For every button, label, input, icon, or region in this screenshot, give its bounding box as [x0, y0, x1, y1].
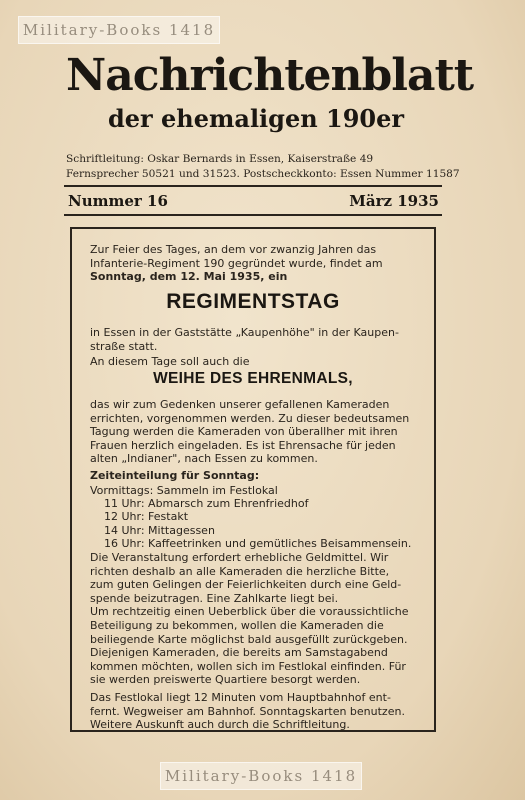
para2-line: spende beizutragen. Eine Zahlkarte liegt bei.: [90, 591, 339, 605]
day-line: An diesem Tage soll auch die: [90, 355, 250, 368]
rule-bottom: [64, 214, 442, 216]
para1-line: das wir zum Gedenken unserer gefallenen Kameraden: [90, 398, 390, 411]
para1-line: Frauen herzlich eingeladen. Es ist Ehrensache für jeden: [90, 438, 396, 452]
location-line-2: straße statt.: [90, 339, 158, 353]
para2-line: zum guten Gelingen der Feierlichkeiten durch eine Geld-: [90, 578, 402, 592]
para2-line: richten deshalb an alle Kameraden die herzliche Bitte,: [90, 564, 390, 578]
para2-line: Die Veranstaltung erfordert erhebliche Geldmittel. Wir: [90, 551, 389, 564]
issue-date: März 1935: [349, 192, 439, 210]
location-text: [90, 326, 430, 353]
editorial-line-1: Schriftleitung: Oskar Bernards in Essen, Kaiserstraße 49: [66, 153, 374, 165]
location-line-1: in Essen in der Gaststätte „Kaupenhöhe" in der Kaupen-: [90, 326, 399, 339]
intro-text: [90, 243, 430, 284]
masthead-title: Nachrichtenblatt: [66, 50, 474, 101]
paragraph-2: [90, 551, 430, 732]
paragraph-1: [90, 398, 430, 466]
schedule-item: 12 Uhr: Festakt: [104, 510, 189, 524]
watermark-top: Military-Books 1418: [18, 16, 220, 44]
para2-line: beiliegende Karte möglichst bald ausgefüllt zurückgeben.: [90, 632, 408, 646]
intro-line-1: Zur Feier des Tages, an dem vor zwanzig Jahren das: [90, 243, 377, 256]
para2-line: kommen möchten, wollen sich im Festlokal einfinden. Für: [90, 659, 406, 673]
schedule-item: 16 Uhr: Kaffeetrinken und gemütliches Beisammensein.: [104, 536, 412, 550]
para2-line: Beteiligung zu bekommen, wollen die Kameraden die: [90, 618, 384, 632]
masthead-subtitle: der ehemaligen 190er: [107, 104, 405, 133]
schedule-list: [90, 484, 430, 550]
editorial-info: [66, 152, 460, 182]
rule-top: [64, 185, 442, 187]
intro-line-2: Infanterie-Regiment 190 gegründet wurde, findet am: [90, 256, 383, 270]
para1-line: Tagung werden die Kameraden von überallher mit ihren: [90, 425, 398, 439]
schedule-title: Zeiteinteilung für Sonntag:: [90, 469, 260, 482]
para2-line: Das Festlokal liegt 12 Minuten vom Hauptbahnhof ent-: [90, 690, 391, 704]
schedule-item: 11 Uhr: Abmarsch zum Ehrenfriedhof: [104, 497, 309, 511]
para1-line: errichten, vorgenommen werden. Zu dieser bedeutsamen: [90, 411, 410, 425]
schedule-item: Vormittags: Sammeln im Festlokal: [90, 484, 278, 497]
para2-line: fernt. Wegweiser am Bahnhof. Sonntagskarten benutzen.: [90, 704, 405, 718]
editorial-line-2: Fernsprecher 50521 und 31523. Postscheckkonto: Essen Nummer 11587: [66, 168, 460, 180]
para1-line: alten „Indianer", nach Essen zu kommen.: [90, 452, 318, 466]
para2-line: Um rechtzeitig einen Ueberblick über die voraussichtliche: [90, 605, 409, 619]
headline-ehrenmal: WEIHE DES EHRENMALS,: [153, 370, 353, 387]
headline-regimentstag: REGIMENTSTAG: [166, 290, 340, 313]
para2-line: Diejenigen Kameraden, die bereits am Samstagabend: [90, 646, 388, 660]
para2-line: Weitere Auskunft auch durch die Schriftleitung.: [90, 718, 350, 732]
para2-line: sie werden preiswerte Quartiere besorgt werden.: [90, 673, 361, 687]
issue-number: Nummer 16: [68, 192, 168, 210]
schedule-item: 14 Uhr: Mittagessen: [104, 523, 215, 537]
watermark-bottom: Military-Books 1418: [160, 762, 362, 790]
intro-line-3: Sonntag, dem 12. Mai 1935, ein: [90, 270, 288, 284]
